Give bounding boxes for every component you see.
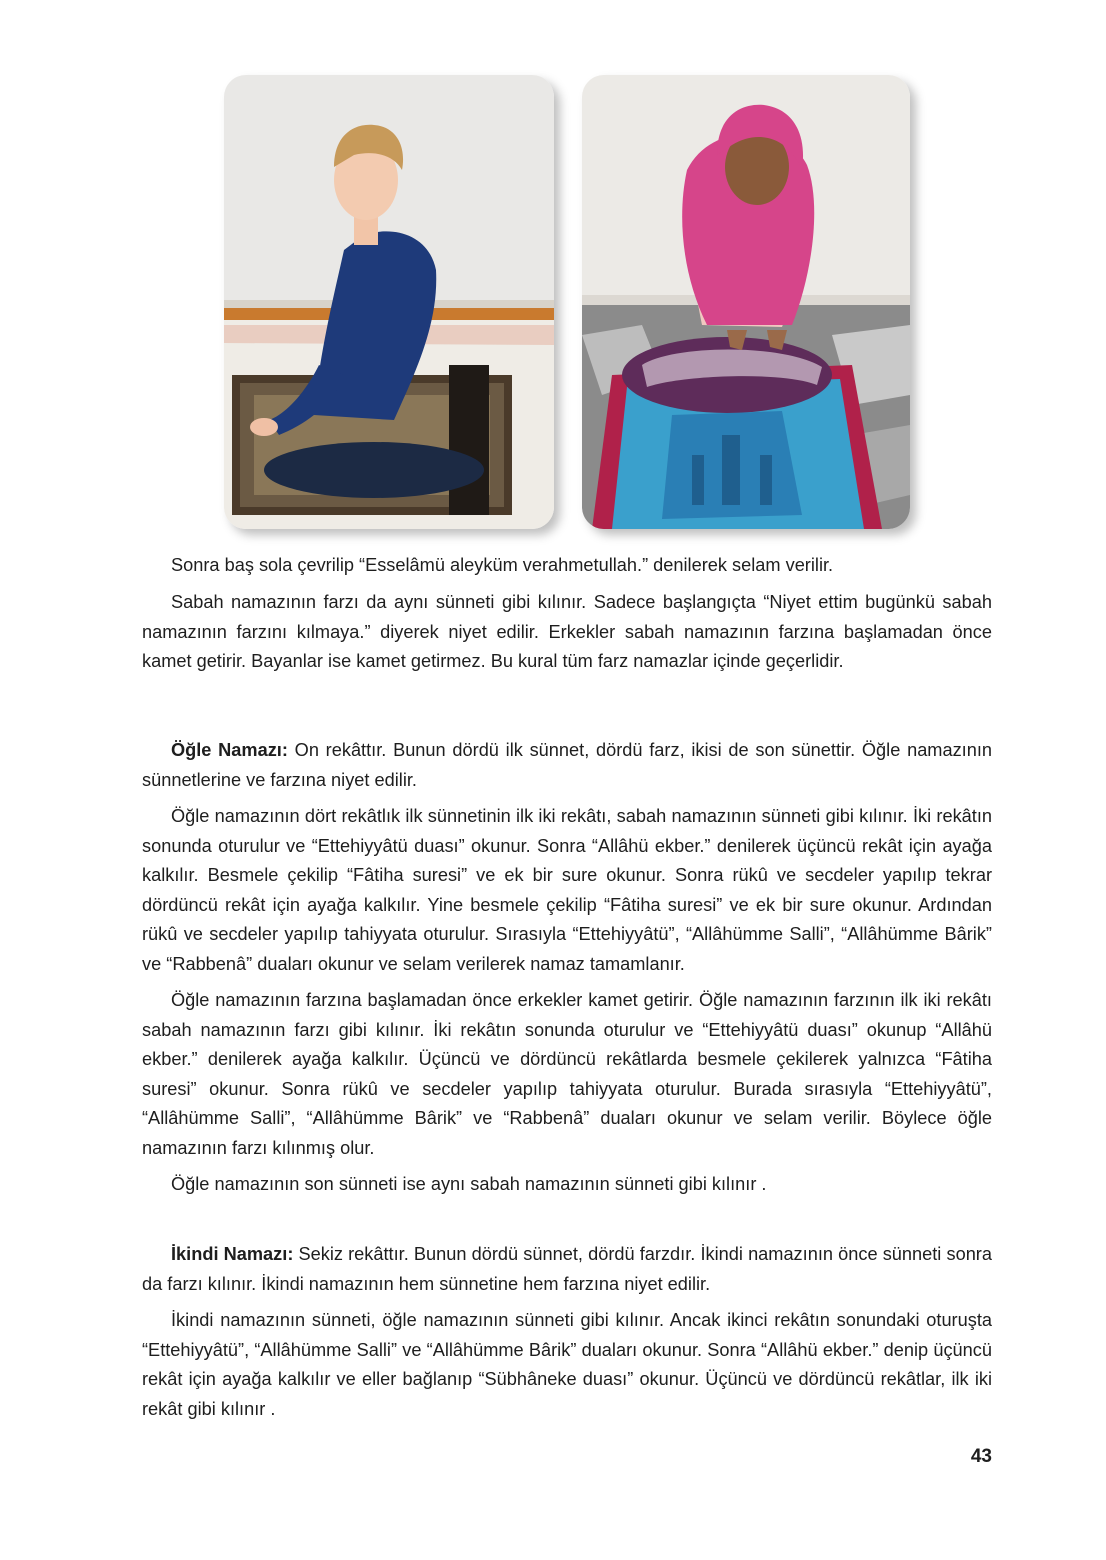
paragraph-ogle-intro [142, 736, 992, 795]
photo-girl-praying [582, 75, 910, 529]
paragraph-ogle-farz: Öğle namazının farzına başlamadan önce erkekler kamet getirir. Öğle namazının farzının ilk iki rekâtı sabah namazının farzı gibi kılınır. İki rekâtın sonunda oturulur ve “Ettehiyyâtü duası” okunup “Allâhü ekber.” denilerek ayağa kalkılır. Üçüncü ve dördüncü rekâtlarda besmele çekilerek yalnızca “Fâtiha suresi” okunur. Sonra rükû ve secdeler yapılıp tahiyyata oturulur. Burada sırasıyla “Ettehiyyâtü”, “Allâhümme Salli”, “Allâhümme Bârik” ve “Rabbenâ” duaları okunur ve selam verilir. Böylece öğle namazının farzı kılınmış olur. [142, 990, 992, 1158]
text-block-ogle [142, 736, 992, 1200]
page-number: 43 [970, 1446, 992, 1467]
text-block-ikindi [142, 1240, 992, 1424]
photo-row [224, 75, 914, 529]
paragraph-ogle-son-sunnet: Öğle namazının son sünneti ise aynı sabah namazının sünneti gibi kılınır . [171, 1174, 767, 1194]
ogle-heading: Öğle Namazı: [171, 740, 288, 760]
boy-praying-illustration [224, 75, 554, 529]
paragraph-ogle-ilk-sunnet: Öğle namazının dört rekâtlık ilk sünnetinin ilk iki rekâtı, sabah namazının sünneti gibi kılınır. İki rekâtın sonunda oturulur ve “Ettehiyyâtü duası” okunur. Sonra “Allâhü ekber.” denilerek üçüncü rekât için ayağa kalkılır. Besmele çekilip “Fâtiha suresi” ve ek bir sure okunur. Sonra rükû ve secdeler yapılıp tekrar dördüncü rekât için ayağa kalkılır. Yine besmele çekilip “Fâtiha suresi” ve ek bir sure okunur. Ardından rükû ve secdeler yapılıp tahiyyata oturulur. Sırasıyla “Ettehiyyâtü”, “Allâhümme Salli”, “Allâhümme Bârik” ve “Rabbenâ” duaları okunur ve selam verilerek namaz tamamlanır. [142, 806, 992, 974]
ikindi-intro-text: Sekiz rekâttır. Bunun dördü sünnet, dördü farzdır. İkindi namazının önce sünneti sonra da farzı kılınır. İkindi namazının hem sünnetine hem farzına niyet edilir. [142, 1244, 992, 1294]
text-block-sabah [142, 588, 992, 677]
text-block-top [142, 551, 992, 581]
paragraph-ikindi-intro [142, 1240, 992, 1299]
ogle-intro-text: On rekâttır. Bunun dördü ilk sünnet, dördü farz, ikisi de son sünettir. Öğle namazının sünnetlerine ve farzına niyet edilir. [142, 740, 992, 790]
paragraph-salam: Sonra baş sola çevrilip “Esselâmü aleyküm verahmetullah.” denilerek selam verilir. [171, 555, 834, 575]
paragraph-sabah-farz: Sabah namazının farzı da aynı sünneti gibi kılınır. Sadece başlangıçta “Niyet ettim bugünkü sabah namazının farzını kılmaya.” diyerek niyet edilir. Erkekler sabah namazının farzına başlamadan önce kamet getirir. Bayanlar ise kamet getirmez. Bu kural tüm farz namazlar içinde geçerlidir. [142, 592, 992, 671]
girl-praying-illustration [582, 75, 910, 529]
paragraph-ikindi-sunnet: İkindi namazının sünneti, öğle namazının sünneti gibi kılınır. Ancak ikinci rekâtın sonundaki oturuşta “Ettehiyyâtü”, “Allâhümme Salli” ve “Allâhümme Bârik” duaları okunur. Sonra “Allâhü ekber.” denip üçüncü rekât için ayağa kalkılır ve eller bağlanıp “Sübhâneke duası” okunur. Üçüncü ve dördüncü rekâtlar, ilk iki rekât gibi kılınır . [142, 1310, 992, 1419]
photo-boy-praying [224, 75, 554, 529]
ikindi-heading: İkindi Namazı: [171, 1244, 294, 1264]
